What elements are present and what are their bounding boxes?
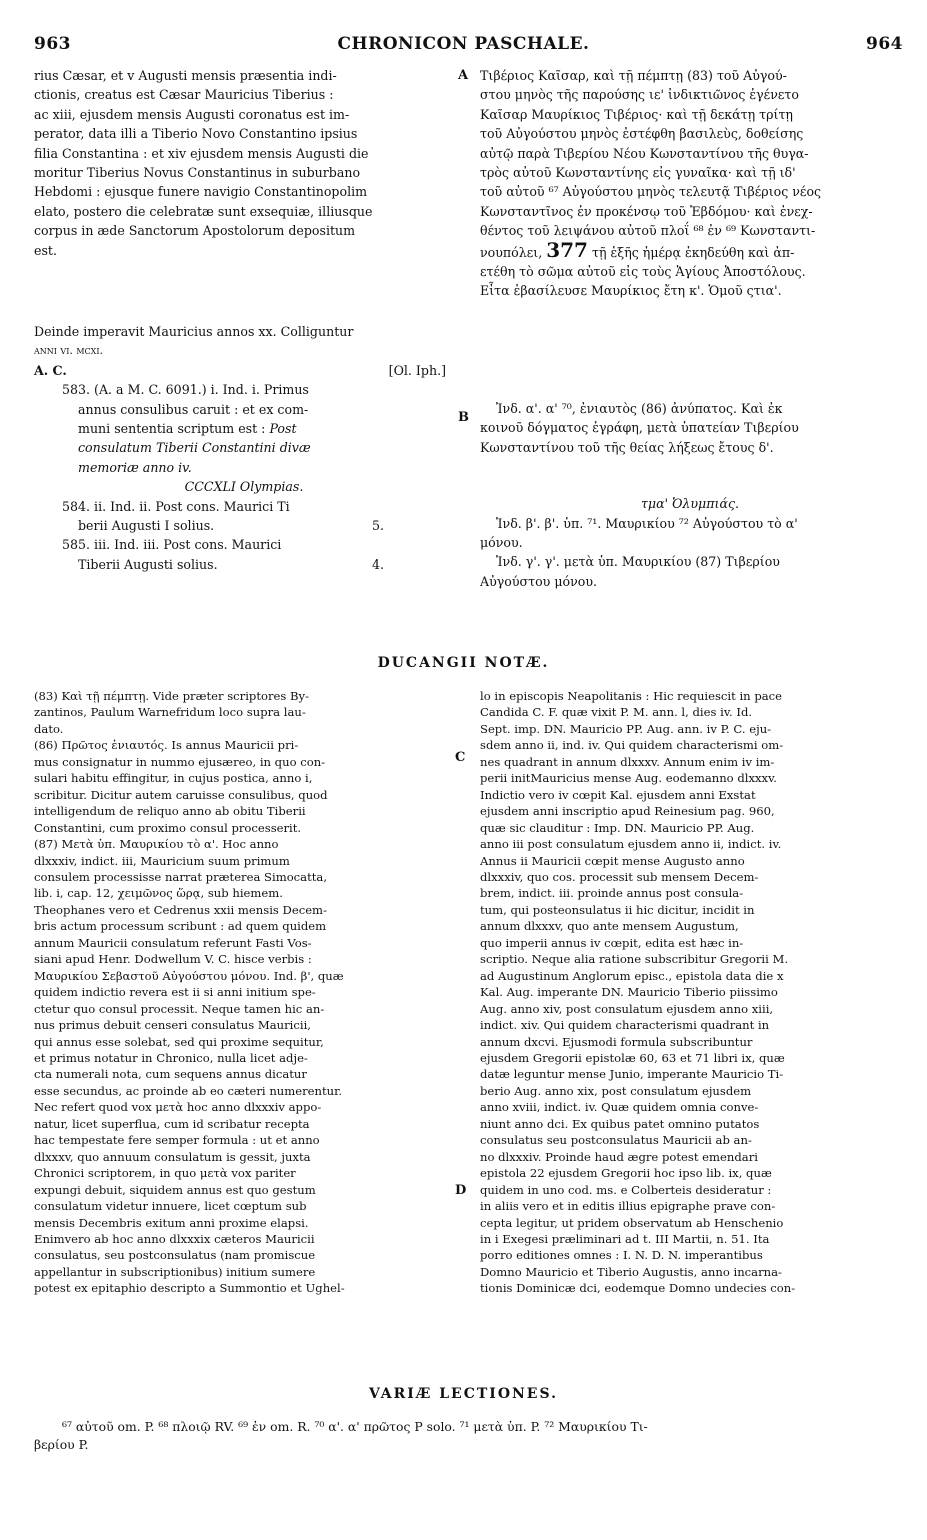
marker-a: A: [458, 68, 469, 83]
note-line: Annus ii Mauricii cœpit mense Augusto anno: [480, 853, 745, 868]
note-line: Enimvero ab hoc anno dlxxxix cæteros Mauricii: [34, 1231, 315, 1246]
variae-lectiones: [62, 1418, 648, 1436]
left-page-number: 963: [34, 34, 71, 54]
marker-b: B: [458, 410, 469, 425]
note-line: quidem in uno cod. ms. e Colberteis desideratur :: [480, 1182, 772, 1197]
note-line: consulatum videtur innuere, licet cœptum sub: [34, 1199, 307, 1214]
note-line: Theophanes vero et Cedrenus xxii mensis Decem-: [34, 902, 327, 917]
text-line: ετέθη τὸ σῶμα αὐτοῦ εἰς τοὺς Ἁγίους Ἀποστόλους.: [480, 264, 806, 280]
note-line: annum dxcvi. Ejusmodi formula subscribuntur: [480, 1034, 753, 1049]
text-line: Εἶτα ἐβασίλευσε Μαυρίκιος ἔτη κ'. Ὁμοῦ ςτια'.: [480, 283, 782, 299]
text-fragment: νουπόλει,: [480, 244, 543, 260]
note-line: dato.: [34, 721, 64, 736]
note-line: zantinos, Paulum Warnefridum loco supra lau-: [34, 705, 306, 720]
note-line: quæ sic clauditur : Imp. DN. Mauricio PP. Aug.: [480, 820, 755, 835]
note-line: intelligendum de reliquo anno ab obitu Tiberii: [34, 804, 306, 819]
text-line: Hebdomi : ejusque funere navigio Constantinopolim: [34, 184, 368, 200]
text-line: Τιβέριος Καῖσαρ, καὶ τῇ πέμπτῃ (83) τοῦ Αὐγού-: [480, 68, 787, 83]
note-line: nus primus debuit censeri consulatus Mauricii,: [34, 1018, 311, 1033]
note-line: natur, licet superflua, cum id scribatur recepta: [34, 1116, 310, 1131]
note-line: quidem indictio revera est ii si anni initium spe-: [34, 985, 316, 1000]
note-line: niunt anno dci. Ex quibus patet omnino putatos: [480, 1116, 760, 1131]
olympiad-year: 4.: [371, 556, 384, 572]
note-line: consulatus seu postconsulatus Mauricii ab an-: [480, 1133, 752, 1148]
text-line: memoriæ anno iv.: [78, 459, 192, 475]
marker-d: D: [455, 1183, 467, 1198]
notes-title: DUCANGII NOTÆ.: [377, 655, 550, 671]
note-line: anno xviii, indict. iv. Quæ quidem omnia conve-: [480, 1100, 759, 1115]
text-line: [34, 419, 454, 438]
note-line: annum dlxxxv, quo ante mensem Augustum,: [480, 919, 739, 934]
text-line: corpus in æde Sanctorum Apostolorum depositum: [34, 223, 356, 239]
note-line: hac tempestate fere semper formula : ut et anno: [34, 1133, 320, 1148]
page-reference-number: 377: [546, 237, 588, 262]
text-line: τοῦ Αὐγούστου μηνὸς ἐστέφθη βασιλεὺς, δοθείσης: [480, 126, 804, 142]
note-line: brem, indict. iii. proinde annus post consula-: [480, 886, 744, 901]
note-line: dlxxxiv, quo cos. processit sub mensem Decem-: [480, 869, 759, 884]
text-line: Κωνσταντῖνος ἐν προκένσῳ τοῦ Ἑβδόμου· καὶ ἐνεχ-: [480, 203, 813, 219]
text-line: moritur Tiberius Novus Constantinus in suburbano: [34, 165, 361, 181]
note-line: quo imperii annus iv cœpit, edita est hæc in-: [480, 935, 744, 950]
note-line: in i Exegesi præliminari ad t. III Martii, n. 51. Ita: [480, 1231, 770, 1246]
olympiad-year: 5.: [371, 518, 384, 534]
text-line: θέντος τοῦ λειψάνου αὐτοῦ πλοΐ ⁶⁸ ἐν ⁶⁹ Κωνσταντι-: [480, 223, 816, 239]
anno-christi-label: A. C.: [34, 362, 67, 378]
note-line: mus consignatur in nummo ejusæreo, in quo con-: [34, 754, 326, 769]
note-line: nes quadrant in annum dlxxxv. Annum enim iv im-: [480, 754, 775, 769]
note-line: dlxxxv, quo annuum consulatum is gessit, juxta: [34, 1149, 311, 1164]
note-line: ejusdem Gregorii epistolæ 60, 63 et 71 libri ix, quæ: [480, 1050, 785, 1065]
spacer: [480, 457, 900, 492]
olympiad-heading: CCCXLI Olympias.: [184, 479, 304, 495]
text-fragment: τῇ ἑξῆς ἡμέρᾳ ἐκηδεύθη καὶ ἀπ-: [591, 244, 795, 260]
note-line: perii initMauricius mense Aug. eodemanno dlxxxv.: [480, 771, 777, 786]
note-line: Nec refert quod vox μετὰ hoc anno dlxxxiv appo-: [34, 1100, 322, 1115]
column-labels: [34, 361, 454, 380]
text-line: perator, data illi a Tiberio Novo Constantino ipsius: [34, 126, 358, 142]
note-line: ejusdem anni inscriptio apud Reinesium pag. 960,: [480, 804, 775, 819]
note-line: mensis Decembris exitum anni proxime elapsi.: [34, 1215, 309, 1230]
text-fragment: Post: [269, 421, 297, 437]
note-line: Chronici scriptorem, in quo μετὰ vox pariter: [34, 1166, 296, 1181]
text-line: anni vi. mcxi.: [34, 344, 104, 358]
note-line: Indictio vero iv cœpit Kal. ejusdem anni Exstat: [480, 787, 756, 802]
running-title: CHRONICON PASCHALE.: [337, 34, 590, 54]
marker-c: C: [455, 750, 466, 765]
variae-lectiones-continued: [34, 1436, 88, 1454]
variant-line: βερίου P.: [34, 1437, 89, 1452]
text-line: τρὸς αὐτοῦ Κωνσταντίνης εἰς γυναῖκα· καὶ τῇ ιδ': [480, 165, 796, 181]
note-line: bris actum processum scribunt : ad quem quidem: [34, 919, 327, 934]
text-line: μόνου.: [480, 535, 523, 551]
note-line: lib. i, cap. 12, χειμῶνος ὥρᾳ, sub hiemem.: [34, 886, 283, 901]
note-line: ad Augustinum Anglorum episc., epistola data die x: [480, 968, 784, 983]
greek-top-text: [480, 66, 900, 301]
note-line: Domno Mauricio et Tiberio Augustis, anno incarna-: [480, 1264, 782, 1279]
note-line: dlxxxiv, indict. iii, Mauricium suum primum: [34, 853, 290, 868]
note-line: tionis Dominicæ dci, eodemque Domno undecies con-: [480, 1281, 796, 1296]
text-line: Deinde imperavit Mauricius annos xx. Colliguntur: [34, 324, 354, 339]
text-line: [34, 516, 454, 535]
note-line: siani apud Henr. Dodwellum V. C. hisce verbis :: [34, 952, 312, 967]
notes-right-column: [480, 688, 900, 1297]
text-line: Ἰνδ. γ'. γ'. μετὰ ὑπ. Μαυρικίου (87) Τιβερίου: [496, 554, 780, 570]
note-line: Kal. Aug. imperante DN. Mauricio Tiberio piissimo: [480, 985, 778, 1000]
note-line: ctetur quo consul processit. Neque tamen hic an-: [34, 1001, 325, 1016]
note-line: cepta legitur, ut pridem observatum ab Henschenio: [480, 1215, 784, 1230]
text-line: [480, 237, 900, 262]
text-line: Ἰνδ. α'. α' ⁷⁰, ἐνιαυτὸς (86) ἀνύπατος. Καὶ ἐκ: [496, 401, 783, 416]
olympiad-heading: τμα' Ὀλυμπιάς.: [640, 496, 740, 512]
text-line: Ἰνδ. β'. β'. ὑπ. ⁷¹. Μαυρικίου ⁷² Αὐγούστου τὸ α': [496, 515, 798, 531]
note-line: (86) Πρῶτος ἐνιαυτός. Is annus Mauricii pri-: [34, 738, 299, 753]
note-line: Aug. anno xiv, post consulatum ejusdem anno xiii,: [480, 1001, 774, 1016]
text-line: τοῦ αὐτοῦ ⁶⁷ Αὐγούστου μηνὸς τελευτᾷ Τιβέριος νέος: [480, 184, 822, 200]
notes-left-column: [34, 688, 454, 1297]
text-line: filia Constantina : et xiv ejusdem mensis Augusti die: [34, 145, 369, 161]
greek-chronology: [480, 399, 900, 591]
text-line: elato, postero die celebratæ sunt exsequiæ, illiusque: [34, 203, 373, 219]
text-line: annus consulibus caruit : et ex com-: [78, 401, 309, 417]
note-line: no dlxxxiv. Proinde haud ægre potest emendari: [480, 1149, 758, 1164]
note-line: esse secundus, ac proinde ab eo cæteri numerentur.: [34, 1083, 343, 1098]
note-line: datæ leguntur mense Junio, imperante Mauricio Ti-: [480, 1067, 784, 1082]
variant-line: ⁶⁷ αὐτοῦ om. P. ⁶⁸ πλοιῷ RV. ⁶⁹ ἐν om. R. ⁷⁰ α'. α' πρῶτος P solo. ⁷¹ μετὰ ὑπ. P. ⁷² Μαυρικίου Τι-: [62, 1419, 648, 1434]
note-line: consulatus, seu postconsulatus (nam promiscue: [34, 1248, 316, 1263]
entry-583: 583. (A. a M. C. 6091.) i. Ind. i. Primus: [62, 382, 309, 398]
note-line: Μαυρικίου Σεβαστοῦ Αὐγούστου μόνου. Ind. β', quæ: [34, 968, 344, 983]
variae-title: VARIÆ LECTIONES.: [369, 1386, 558, 1402]
note-line: expungi debuit, siquidem annus est quo gestum: [34, 1182, 316, 1197]
note-line: annum Mauricii consulatum referunt Fasti Vos-: [34, 935, 312, 950]
note-line: Candida C. F. quæ vixit P. M. ann. l, dies iv. Id.: [480, 705, 753, 720]
note-line: epistola 22 ejusdem Gregorii hoc ipso lib. ix, quæ: [480, 1166, 772, 1181]
latin-chronology: [34, 322, 454, 574]
note-line: in aliis vero et in editis illius epigraphe prave con-: [480, 1199, 776, 1214]
note-line: qui annus esse solebat, sed qui proxime sequitur,: [34, 1034, 324, 1049]
text-line: στου μηνὸς τῆς παρούσης ιε' ἰνδικτιῶνος ἐγένετο: [480, 87, 799, 103]
latin-top-text: [34, 66, 454, 260]
text-line: consulatum Tiberii Constantini divæ: [78, 440, 311, 456]
entry-585: 585. iii. Ind. iii. Post cons. Maurici: [62, 537, 282, 553]
note-line: scriptio. Neque alia ratione subscribitur Gregorii M.: [480, 952, 789, 967]
entry-584: 584. ii. Ind. ii. Post cons. Maurici Ti: [62, 498, 290, 514]
text-line: ac xiii, ejusdem mensis Augusti coronatus est im-: [34, 106, 350, 122]
note-line: Sept. imp. DN. Mauricio PP. Aug. ann. iv P. C. eju-: [480, 721, 772, 736]
note-line: Constantini, cum proximo consul processerit.: [34, 820, 302, 835]
note-line: scribitur. Dicitur autem caruisse consulibus, quod: [34, 787, 328, 802]
note-line: lo in episcopis Neapolitanis : Hic requiescit in pace: [480, 689, 783, 703]
note-line: indict. xiv. Qui quidem characterismi quadrant in: [480, 1018, 770, 1033]
note-line: (83) Καὶ τῇ πέμπτῃ. Vide præter scriptores By-: [34, 689, 309, 703]
note-line: berio Aug. anno xix, post consulatum ejusdem: [480, 1083, 752, 1098]
note-line: (87) Μετὰ ὑπ. Μαυρικίου τὸ α'. Hoc anno: [34, 837, 279, 852]
text-line: Αὐγούστου μόνου.: [480, 573, 597, 589]
text-line: [34, 555, 454, 574]
note-line: sulari habitu effingitur, in cujus postica, anno i,: [34, 771, 313, 786]
olympiad-label: [Ol. Iph.]: [388, 362, 446, 378]
note-line: potest ex epitaphio descripto a Summontio et Ughel-: [34, 1281, 345, 1296]
text-line: αὐτῷ παρὰ Τιβερίου Νέου Κωνσταντίνου τῆς θυγα-: [480, 145, 809, 161]
right-page-number: 964: [866, 34, 903, 54]
note-line: tum, qui posteonsulatus ii hic dicitur, incidit in: [480, 902, 755, 917]
note-line: consulem processisse narrat præterea Simocatta,: [34, 869, 328, 884]
text-line: Κωνσταντίνου τοῦ τῆς θείας λήξεως ἔτους δ'.: [480, 439, 774, 455]
text-line: est.: [34, 242, 57, 258]
text-line: ctionis, creatus est Cæsar Mauricius Tiberius :: [34, 87, 334, 103]
text-line: Καῖσαρ Μαυρίκιος Τιβέριος· καὶ τῇ δεκάτῃ τρίτῃ: [480, 106, 793, 122]
text-fragment: Tiberii Augusti solius.: [78, 556, 218, 572]
text-line: rius Cæsar, et v Augusti mensis præsentia indi-: [34, 68, 337, 83]
note-line: cta numerali nota, cum sequens annus dicatur: [34, 1067, 307, 1082]
note-line: anno iii post consulatum ejusdem anno ii, indict. iv.: [480, 837, 782, 852]
note-line: porro editiones omnes : I. N. D. N. imperantibus: [480, 1248, 763, 1263]
note-line: sdem anno ii, ind. iv. Qui quidem characterismi om-: [480, 738, 784, 753]
text-fragment: berii Augusti I solius.: [78, 518, 215, 534]
text-line: κοινοῦ δόγματος ἐγράφη, μετὰ ὑπατείαν Τιβερίου: [480, 420, 799, 436]
note-line: appellantur in subscriptionibus) initium sumere: [34, 1264, 316, 1279]
note-line: et primus notatur in Chronico, nulla licet adje-: [34, 1050, 308, 1065]
text-fragment: muni sententia scriptum est :: [78, 421, 266, 437]
